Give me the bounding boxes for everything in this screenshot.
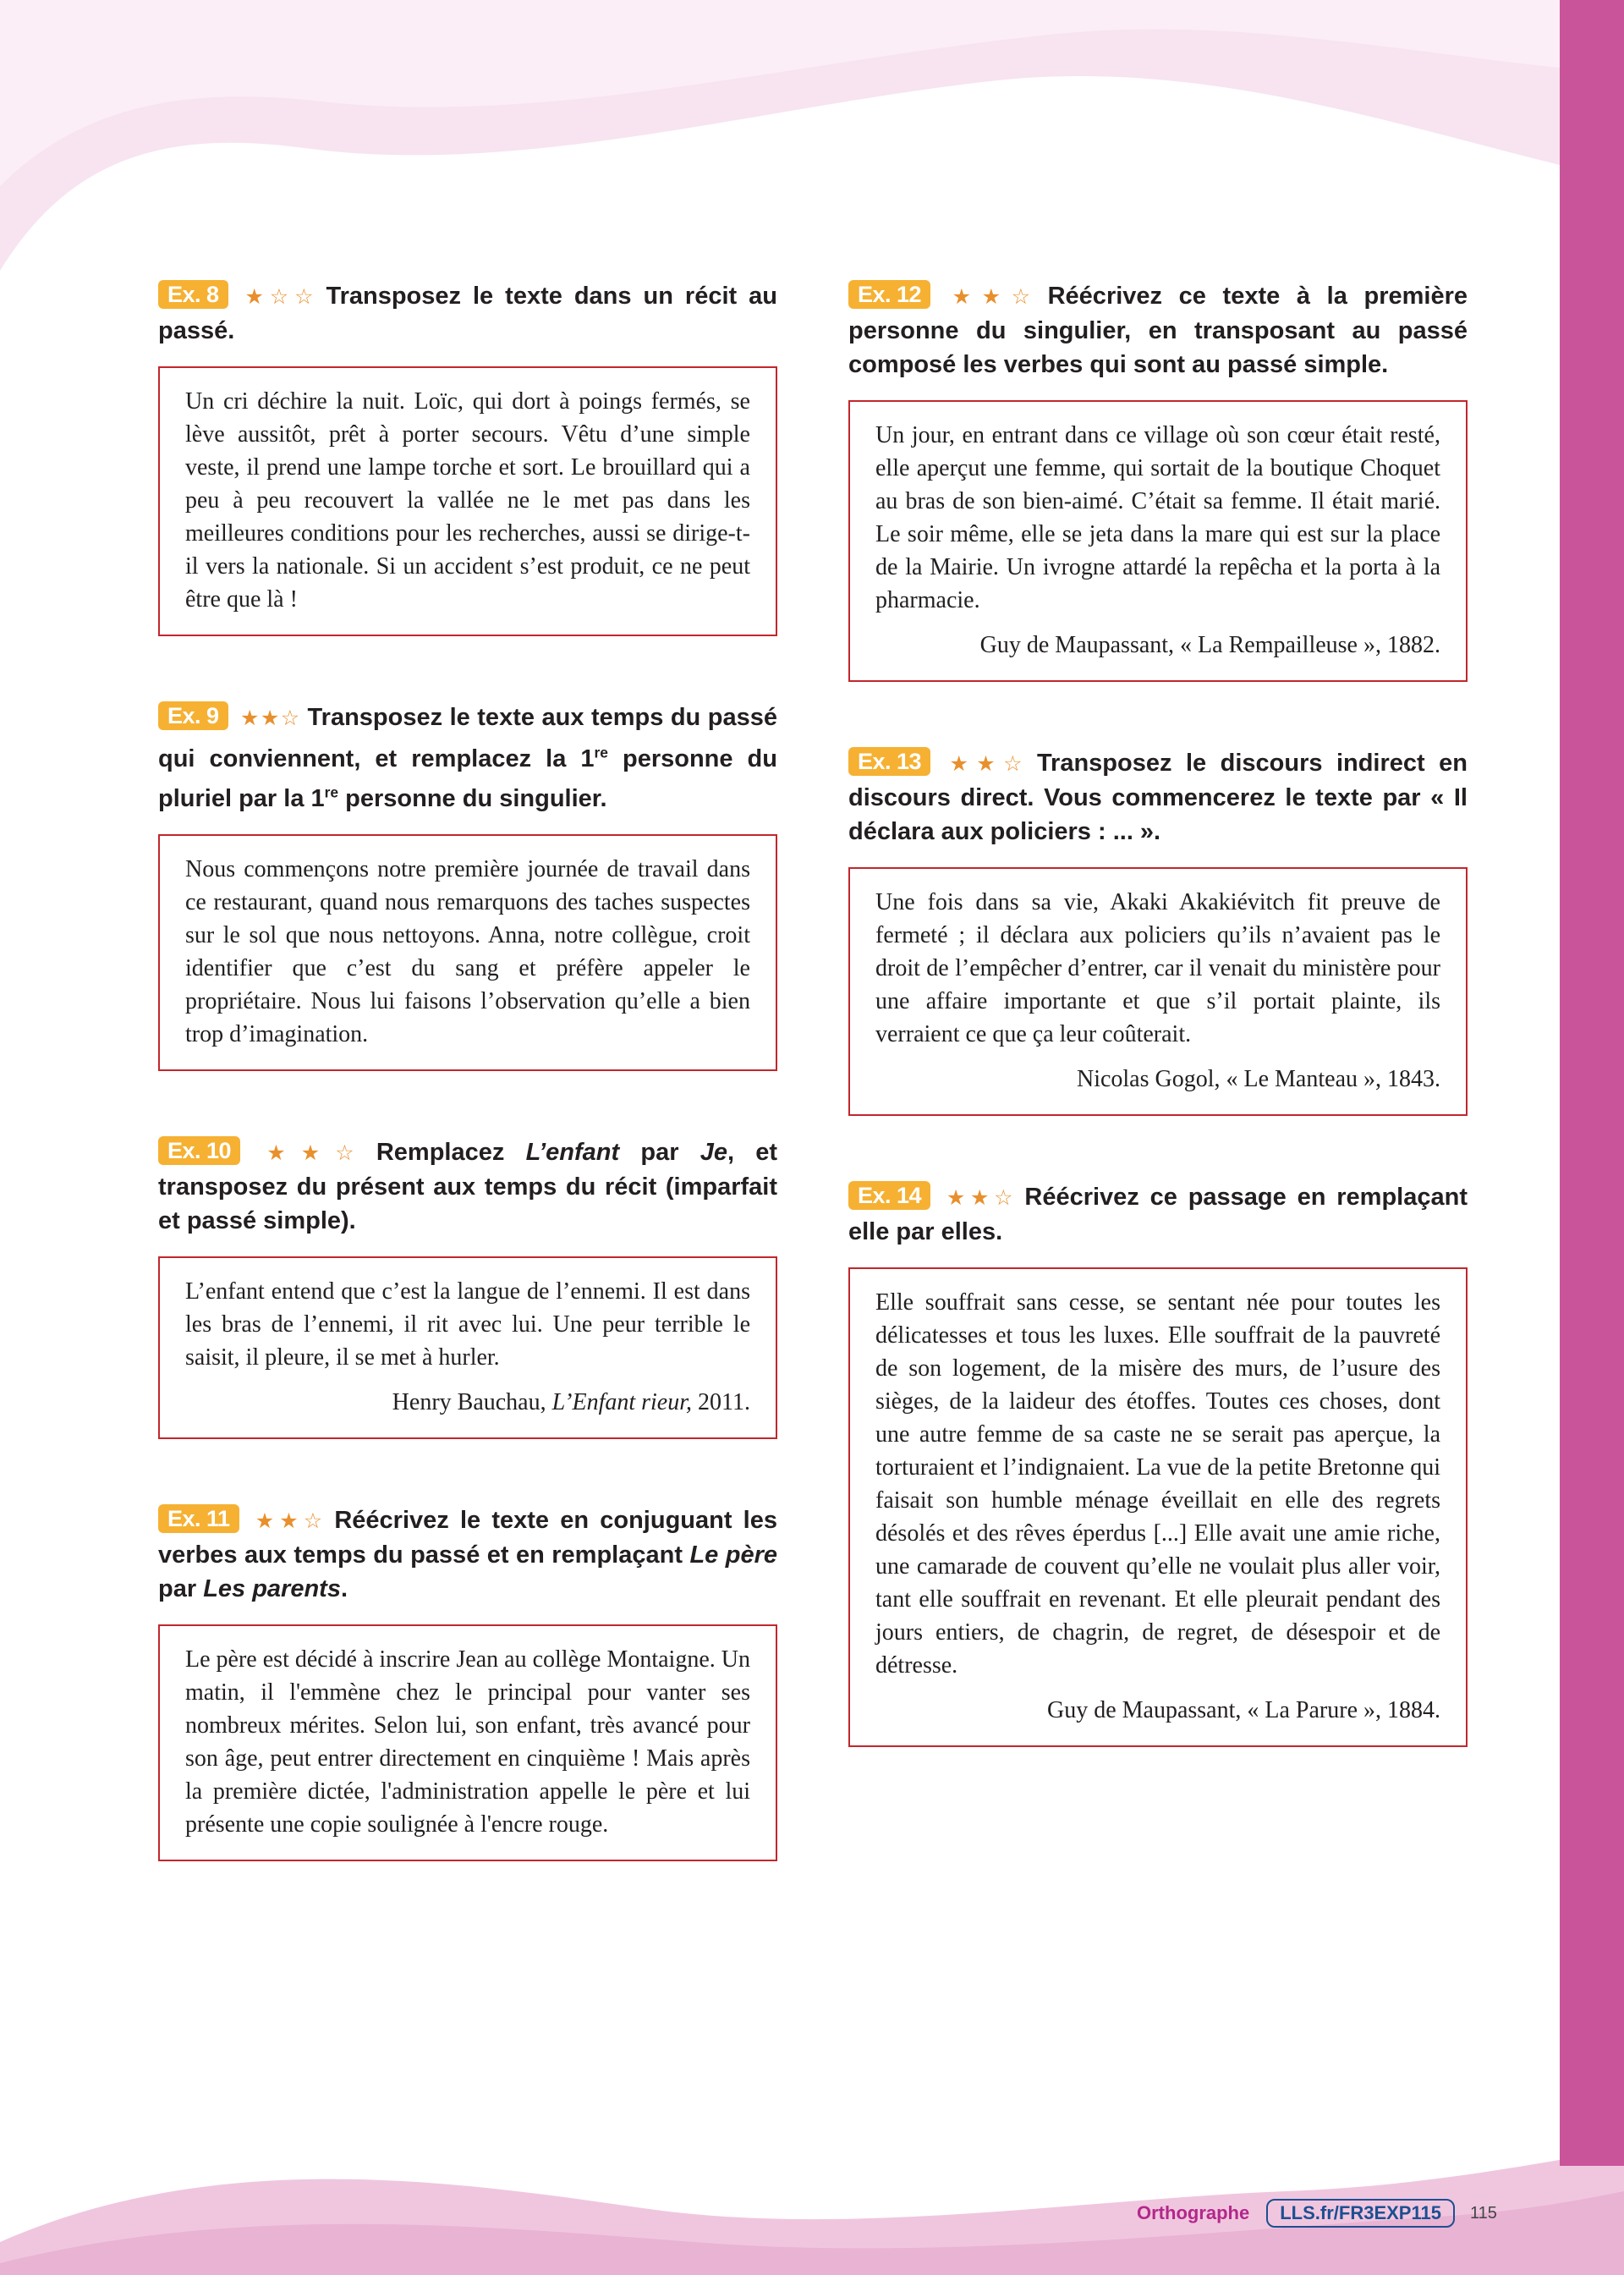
source-run: L’Enfant rieur,	[551, 1389, 693, 1416]
source-run: Henry Bauchau,	[392, 1389, 552, 1416]
exercise-heading	[848, 746, 1468, 849]
exercise-heading	[158, 1503, 777, 1606]
exercise-number-badge: Ex. 11	[158, 1504, 239, 1533]
footer-lls-link[interactable]: LLS.fr/FR3EXP115	[1266, 2199, 1455, 2228]
instruction-run: Remplacez	[376, 1139, 526, 1167]
text-source	[875, 629, 1440, 662]
instruction-run: personne du singulier.	[338, 785, 607, 813]
text-source	[875, 1063, 1440, 1096]
instruction-run: Réécrivez le texte en conjuguant les verbes aux temps du passé et en remplaçant	[158, 1507, 777, 1569]
source-run: Nicolas Gogol, « Le Manteau », 1843.	[1076, 1066, 1440, 1092]
exercise-number-badge: Ex. 8	[158, 280, 228, 309]
exercise-text-box	[158, 366, 777, 636]
exercise-number-badge: Ex. 9	[158, 701, 228, 730]
instruction-run: re	[594, 744, 608, 761]
instruction-run: Transposez le discours indirect en discours direct. Vous commencerez le texte par « Il déclara aux policiers : ... ».	[848, 750, 1468, 845]
exercise-text: Un cri déchire la nuit. Loïc, qui dort à poings fermés, se lève aussitôt, prêt à porter secours. Vêtu d’une simple veste, il prend une lampe torche et sort. Le brouillard qui a peu à peu recouvert la vallée ne le met pas dans les meilleures conditions pour les recherches, aussi se dirige-t-il vers la nationale. Si un accident s’est produit, ce ne peut être que là !	[185, 388, 750, 613]
difficulty-stars-icon: ★☆☆	[239, 284, 320, 309]
exercise-heading	[848, 279, 1468, 382]
exercise-heading	[158, 279, 777, 348]
exercise-ex8	[158, 279, 777, 636]
exercise-text: L’enfant entend que c’est la langue de l’ennemi. Il est dans les bras de l’ennemi, il rit avec lui. Une peur terrible le saisit, il pleure, il se met à hurler.	[185, 1278, 750, 1371]
exercise-ex10	[158, 1135, 777, 1439]
page-number: 115	[1469, 2203, 1497, 2223]
exercise-number-badge: Ex. 10	[158, 1136, 240, 1165]
instruction-run: Transposez le texte aux temps du passé qui conviennent, et remplacez la 1	[158, 704, 777, 772]
exercise-heading	[848, 1180, 1468, 1249]
exercise-text-box	[158, 834, 777, 1071]
exercise-number-badge: Ex. 12	[848, 280, 930, 309]
difficulty-stars-icon: ★★☆	[239, 706, 301, 730]
exercise-text-box	[158, 1256, 777, 1439]
text-source	[185, 1386, 750, 1419]
instruction-run: Le père	[689, 1541, 777, 1569]
exercise-ex9	[158, 701, 777, 1071]
source-run: Guy de Maupassant, « La Rempailleuse », 1882.	[979, 632, 1440, 658]
instruction-run: Réécrivez ce texte à la première personne du singulier, en transposant au passé composé les verbes qui sont au passé simple.	[848, 283, 1468, 378]
difficulty-stars-icon: ★★☆	[942, 1185, 1018, 1210]
text-source	[875, 1694, 1440, 1727]
page-footer	[1137, 2196, 1497, 2230]
exercise-text: Elle souffrait sans cesse, se sentant née pour toutes les délicatesses et tous les luxes. Elle souffrait de la pauvreté de son logement, de la misère des murs, de l’usure des sièges, de la laideur des étoffes. Toutes ces choses, dont une autre femme de sa caste ne se serait pas aperçue, la torturaient et l’indignaient. La vue de la petite Bretonne qui faisait son humble ménage éveillait en elle des regrets désolés et des rêves éperdus [...] Elle avait une amie riche, une camarade de couvent qu’elle ne voulait plus aller voir, tant elle souffrait en revenant. Et elle pleurait pendant des jours entiers, de chagrin, de regret, de désespoir et de détresse.	[875, 1289, 1440, 1679]
difficulty-stars-icon: ★★☆	[942, 751, 1030, 776]
right-column	[848, 279, 1468, 1811]
exercise-instruction	[158, 1139, 777, 1234]
exercise-ex14	[848, 1180, 1468, 1747]
exercise-heading	[158, 1135, 777, 1238]
exercise-heading	[158, 701, 777, 816]
exercise-text-box	[848, 867, 1468, 1116]
exercise-text-box	[848, 400, 1468, 682]
instruction-run: .	[340, 1575, 348, 1603]
source-run: 2011.	[692, 1389, 750, 1416]
instruction-run: re	[324, 783, 339, 801]
instruction-run: L’enfant	[525, 1139, 620, 1167]
exercise-text: Une fois dans sa vie, Akaki Akakiévitch fit preuve de fermeté ; il déclara aux policiers qu’ils n’avaient pas le droit de l’empêcher d’entrer, car il venait du ministère pour une affaire importante et que s’il portait plainte, ils verraient ce que ça leur coûterait.	[875, 889, 1440, 1047]
exercise-instruction	[848, 750, 1468, 845]
exercise-text: Le père est décidé à inscrire Jean au collège Montaigne. Un matin, il l'emmène chez le principal pour vanter ses nombreux mérites. Selon lui, son enfant, très avancé pour son âge, peut entrer directement en cinquième ! Mais après la première dictée, l'administration appelle le père et lui présente une copie soulignée à l'encre rouge.	[185, 1646, 750, 1838]
instruction-run: par	[158, 1575, 204, 1603]
side-color-band	[1560, 0, 1624, 2166]
instruction-run: personne du pluriel par la 1	[158, 745, 777, 813]
instruction-run: Réécrivez ce passage en remplaçant elle par elles.	[848, 1184, 1468, 1245]
instruction-run: Je	[700, 1139, 727, 1167]
difficulty-stars-icon: ★★☆	[250, 1508, 328, 1534]
exercise-ex11	[158, 1503, 777, 1861]
exercise-instruction	[848, 1184, 1468, 1245]
instruction-run: , et transposez du présent aux temps du récit (imparfait et passé simple).	[158, 1139, 778, 1235]
exercise-instruction	[848, 283, 1468, 378]
left-column	[158, 279, 777, 1926]
exercise-text: Nous commençons notre première journée de travail dans ce restaurant, quand nous remarquons des taches suspectes sur le sol que nous nettoyons. Anna, notre collègue, croit identifier que c’est du sang et préfère appeler le propriétaire. Nous lui faisons l’observation qu’elle a bien trop d’imagination.	[185, 856, 750, 1048]
exercise-text-box	[848, 1267, 1468, 1747]
exercise-ex12	[848, 279, 1468, 682]
exercise-text: Un jour, en entrant dans ce village où son cœur était resté, elle aperçut une femme, qui sortait de la boutique Choquet au bras de son bien-aimé. C’était sa femme. Il était marié. Le soir même, elle se jeta dans la mare qui est sur la place de la Mairie. Un ivrogne attardé la repêcha et la porta à la pharmacie.	[875, 422, 1440, 613]
exercise-number-badge: Ex. 14	[848, 1181, 930, 1210]
difficulty-stars-icon: ★★☆	[252, 1140, 370, 1166]
difficulty-stars-icon: ★★☆	[942, 284, 1041, 309]
exercise-ex13	[848, 746, 1468, 1116]
instruction-run: par	[619, 1139, 700, 1167]
footer-section-label: Orthographe	[1137, 2202, 1250, 2223]
exercise-number-badge: Ex. 13	[848, 747, 930, 776]
source-run: Guy de Maupassant, « La Parure », 1884.	[1046, 1697, 1440, 1723]
instruction-run: Les parents	[203, 1575, 341, 1603]
exercise-text-box	[158, 1624, 777, 1861]
instruction-run: Transposez le texte dans un récit au passé.	[158, 283, 777, 344]
